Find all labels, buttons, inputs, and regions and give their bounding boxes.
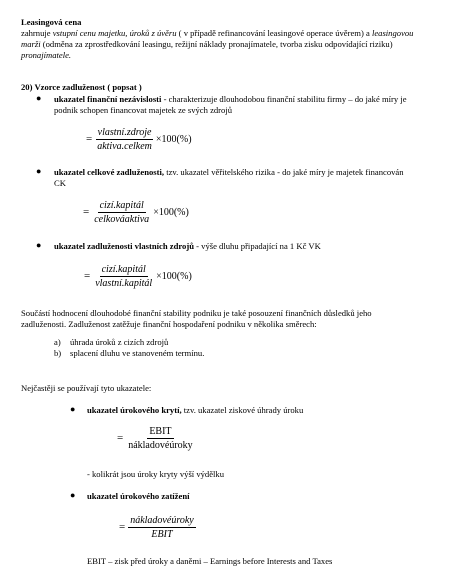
formula-interest-burden: = $\frac{\text{nákladovéúroky}}{\text{EBIT}}$ bbox=[119, 515, 194, 540]
list-item: b) splacení dluhu ve stanoveném termínu. bbox=[54, 348, 205, 358]
list-item: a) úhrada úroků z cizích zdrojů bbox=[54, 337, 169, 347]
formula-numerator: EBIT bbox=[149, 426, 172, 437]
interest-burden-line: ukazatel úrokového zatížení bbox=[87, 491, 190, 501]
interest-coverage-line: ukazatel úrokového krytí, tzv. ukazatel ziskové úhrady úroku bbox=[87, 405, 304, 415]
bullet-icon: ● bbox=[70, 404, 76, 414]
indicator-2-line-2: CK bbox=[54, 178, 66, 188]
paragraph-line-1: Součástí hodnocení dlouhodobé finanční stability podniku je také posouzení finančních důsledků jeho bbox=[21, 308, 372, 318]
indicator-2-line-1: ukazatel celkové zadluženosti, tzv. ukazatel věřitelského rizika - do jaké míry je majetek financován bbox=[54, 167, 404, 177]
indicator-1-line-1: ukazatel finanční nezávislosti - charakterizuje dlouhodobou finanční stabilitu firmy – do jaké míry je bbox=[54, 94, 407, 104]
most-used-text: Nejčastěji se používají tyto ukazatele: bbox=[21, 383, 152, 393]
bullet-icon: ● bbox=[70, 490, 76, 500]
paragraph-line-2: zadluženosti. Zadluženost zatěžuje finanční hospodaření podniku v několika směrech: bbox=[21, 319, 317, 329]
formula-interest-coverage: = $\frac{\text{EBIT}}{\text{nákladovéúroky}}$ bbox=[117, 426, 193, 451]
formula-denominator: EBIT bbox=[151, 529, 173, 540]
leasing-line-3: pronajímatele. bbox=[21, 50, 72, 60]
indicator-3-line-1: ukazatel zadluženosti vlastních zdrojů - výše dluhu připadající na 1 Kč VK bbox=[54, 241, 321, 251]
indicator-1-line-2: podnik schopen financovat majetek ze svých zdrojů bbox=[54, 105, 233, 115]
ebit-note: EBIT – zisk před úroky a daněmi – Earnings before Interests and Taxes bbox=[87, 556, 333, 566]
bullet-icon: ● bbox=[36, 166, 42, 176]
leasing-line-1: zahrnuje vstupní cenu majetku, úroků z úvěru ( v případě refinancování leasingové operace úvěrem) a leasingovou bbox=[21, 28, 414, 38]
bullet-icon: ● bbox=[36, 240, 42, 250]
formula-equity-debt: = $\frac{\text{cizí.kapitál}}{\text{vlastní.kapitál}}$ ×100(%) bbox=[84, 264, 192, 289]
formula-total-debt: = $\frac{\text{cizí.kapitál}}{\text{celkováaktiva}}$ ×100(%) bbox=[83, 200, 189, 225]
bullet-icon: ● bbox=[36, 93, 42, 103]
formula-numerator: cizí.kapitál bbox=[101, 264, 146, 275]
interest-coverage-note: - kolikrát jsou úroky kryty výší výdělku bbox=[87, 469, 225, 479]
section-title: 20) Vzorce zadluženost ( popsat ) bbox=[21, 82, 142, 92]
formula-denominator: nákladovéúroky bbox=[128, 440, 193, 451]
leasing-line-2: marži (odměna za zprostředkování leasingu, režijní náklady pronajímatele, tvorba zisku odpovídající riziku) bbox=[21, 39, 393, 49]
formula-denominator: vlastní.kapitál bbox=[95, 278, 153, 289]
formula-financial-independence: = $\frac{\text{vlastní.zdroje}}{\text{aktiva.celkem}}$ ×100(%) bbox=[86, 127, 192, 152]
formula-numerator: cizí.kapitál bbox=[99, 200, 144, 211]
formula-denominator: celkováaktiva bbox=[94, 214, 150, 225]
formula-denominator: aktiva.celkem bbox=[97, 141, 152, 152]
formula-numerator: nákladovéúroky bbox=[130, 515, 194, 526]
leasing-title: Leasingová cena bbox=[21, 17, 82, 27]
formula-numerator: vlastní.zdroje bbox=[97, 127, 152, 138]
